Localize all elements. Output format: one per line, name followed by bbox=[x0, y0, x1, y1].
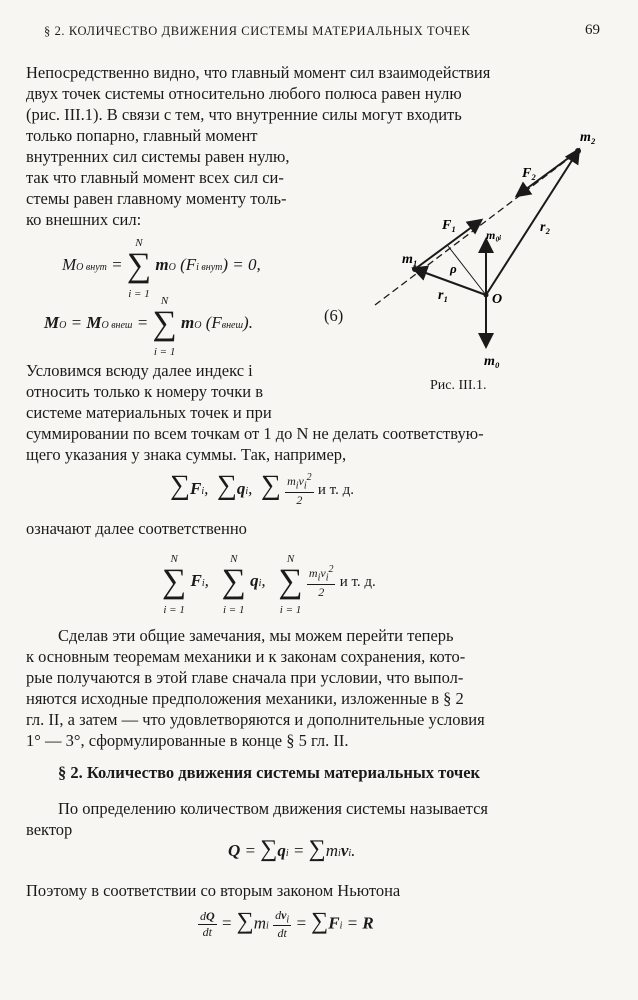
label-o: O bbox=[492, 292, 503, 307]
etc-label: и т. д. bbox=[339, 573, 376, 590]
etc-label: и т. д. bbox=[317, 482, 354, 498]
text-line: ко внешних сил: bbox=[26, 210, 142, 229]
text-line: рые получаются в этой главе сначала при условии, что выпол- bbox=[26, 668, 464, 687]
paragraph-2-narrow bbox=[26, 360, 348, 423]
text-line: няются исходные предположения механики, изложенные в § 2 bbox=[26, 689, 464, 708]
equation-short-sums: ∑Fi, ∑qi, ∑ $\frac{m_iv_i^2}{2}$ и т. д. bbox=[170, 470, 354, 507]
text-line: Сделав эти общие замечания, мы можем перейти теперь bbox=[58, 626, 454, 645]
means-line: означают далее соответственно bbox=[26, 519, 247, 538]
equation-full-sums: N ∑ i = 1 Fi, N ∑ i = 1 qi, N ∑ i = 1 $\frac{m_iv_i^2}{2}$ и т. д. bbox=[162, 553, 376, 616]
figure-diagram bbox=[370, 125, 606, 375]
paragraph-5 bbox=[26, 880, 602, 901]
text-line: 1° — 3°, сформулированные в конце § 5 гл. II. bbox=[26, 731, 349, 750]
equation-external-moment: MO = MO внеш = N ∑ i = 1 mO (Fвнеш). bbox=[44, 295, 253, 358]
label-f2: F₂ bbox=[522, 166, 537, 181]
text-line: только попарно, главный момент bbox=[26, 126, 258, 145]
text-line: щего указания у знака суммы. Так, например, bbox=[26, 445, 347, 464]
paragraph-1 bbox=[26, 62, 602, 125]
page-number: 69 bbox=[585, 22, 600, 38]
text-line: относить только к номеру точки в bbox=[26, 382, 264, 401]
equation-number: (6) bbox=[324, 306, 344, 325]
text-line: суммировании по всем точкам от 1 до N не делать соответствую- bbox=[26, 424, 484, 443]
label-m0: m₀ bbox=[484, 354, 500, 369]
point-o bbox=[484, 293, 489, 298]
equation-internal-moment: MO внут = N ∑ i = 1 mO (Fi внут) = 0, bbox=[62, 237, 261, 300]
paragraph-3 bbox=[26, 625, 602, 751]
label-m0i: m₀ᵢ bbox=[486, 228, 502, 242]
figure-caption: Рис. III.1. bbox=[430, 378, 487, 393]
paragraph-1-narrow bbox=[26, 125, 348, 230]
text-line: Непосредственно видно, что главный момент сил взаимодействия bbox=[26, 63, 491, 82]
point-m2 bbox=[575, 148, 581, 154]
text-line: Поэтому в соответствии со вторым законом Ньютона bbox=[26, 881, 401, 900]
text-line: двух точек системы относительно любого полюса равен нулю bbox=[26, 84, 462, 103]
text-line: вектор bbox=[26, 820, 73, 839]
text-line: так что главный момент всех сил си- bbox=[26, 168, 284, 187]
text-line: (рис. III.1). В связи с тем, что внутренние силы могут входить bbox=[26, 105, 462, 124]
label-r2: r₂ bbox=[540, 220, 551, 235]
text-line: стемы равен главному моменту толь- bbox=[26, 189, 287, 208]
text-line: к основным теоремам механики и к законам сохранения, кото- bbox=[26, 647, 466, 666]
text-line: Условимся всюду далее индекс i bbox=[26, 361, 253, 380]
label-r1: r₁ bbox=[438, 288, 449, 303]
label-m2: m₂ bbox=[580, 130, 596, 145]
running-title: § 2. КОЛИЧЕСТВО ДВИЖЕНИЯ СИСТЕМЫ МАТЕРИАЛЬНЫХ ТОЧЕК bbox=[44, 24, 471, 38]
label-f1: F₁ bbox=[442, 218, 457, 233]
text-line: гл. II, а затем — что удовлетворяются и дополнительные условия bbox=[26, 710, 485, 729]
section-heading: § 2. Количество движения системы материальных точек bbox=[58, 763, 481, 782]
text-line: внутренних сил системы равен нулю, bbox=[26, 147, 290, 166]
text-line: системе материальных точек и при bbox=[26, 403, 272, 422]
label-m1: m₁ bbox=[402, 252, 418, 267]
equation-momentum: Q = ∑qi = ∑mivi. bbox=[228, 836, 356, 862]
text-line: По определению количеством движения системы называется bbox=[58, 799, 488, 818]
paragraph-2 bbox=[26, 423, 602, 465]
label-rho: ρ bbox=[450, 261, 457, 276]
equation-newton: $\frac{dQ}{dt}$ = ∑mi $\frac{dv_i}{dt}$ = ∑Fi = R bbox=[200, 908, 374, 941]
paragraph-4 bbox=[26, 798, 602, 840]
